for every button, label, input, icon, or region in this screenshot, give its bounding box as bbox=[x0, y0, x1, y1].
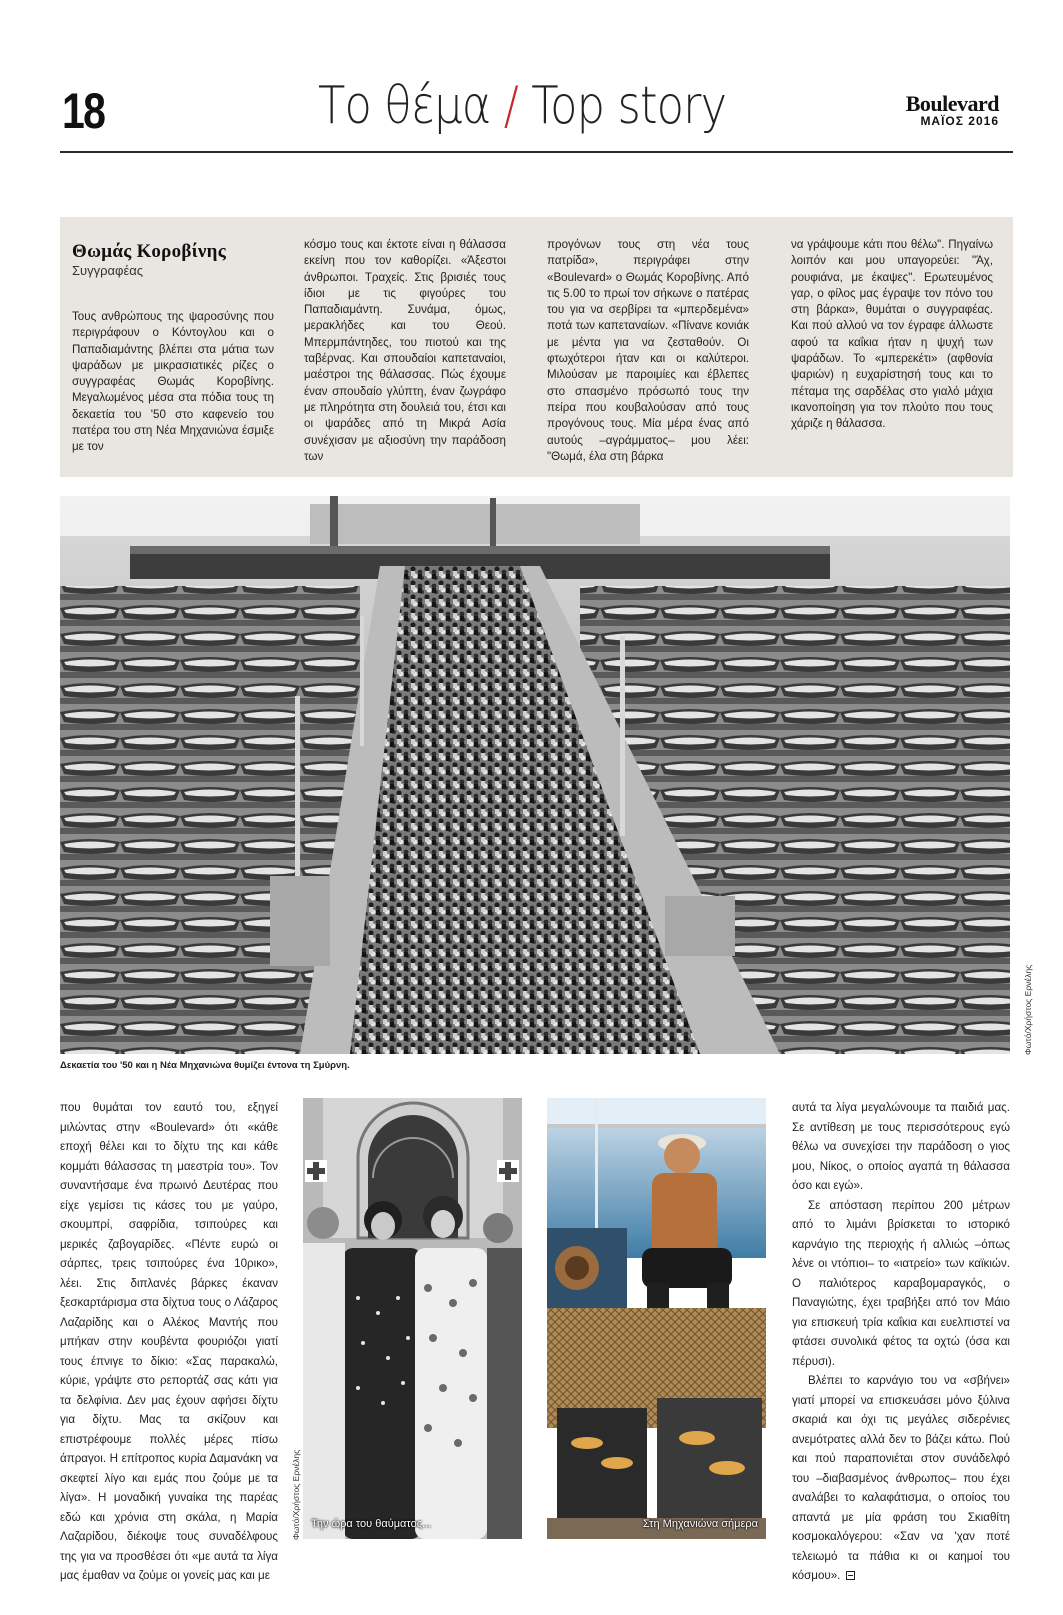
masthead bbox=[905, 91, 999, 128]
brand-logo: Boulevard bbox=[905, 91, 999, 116]
intro-text-1: Τους ανθρώπους της ψαροσύνης που περιγράφουν ο Κόντογλου και ο Παπαδιαμάντης βλέπει στα μάτια των ψαράδων με μικρασιατικές ρίζες ο συγγραφέας Θωμάς Κοροβίνης. Μεγαλωμένος μέσα στα πόδια τους τη δεκαετία του '50 στο καφενείο του πατέρα του στη Νέα Μηχανιώνα έσμιξε με τον bbox=[72, 310, 274, 454]
section-title bbox=[318, 76, 726, 136]
issue-date: ΜΑΪΟΣ 2016 bbox=[920, 114, 999, 128]
main-photo-harbor-crowd bbox=[60, 496, 1010, 1054]
main-photo-credit: Φωτό/Χρήστος Ερνέλης bbox=[1023, 964, 1033, 1055]
intro-box bbox=[60, 217, 1013, 477]
article-end-mark bbox=[846, 1571, 855, 1580]
section-title-greek: Το θέμα bbox=[318, 76, 491, 136]
main-photo-caption: Δεκαετία του '50 και η Νέα Μηχανιώνα θυμίζει έντονα τη Σμύρνη. bbox=[60, 1060, 350, 1071]
photo-women-procession bbox=[303, 1098, 522, 1539]
intro-column-4 bbox=[791, 237, 993, 433]
author-name: Θωμάς Κοροβίνης bbox=[72, 241, 227, 262]
body-text-4-p3 bbox=[792, 1371, 1010, 1586]
section-title-slash: / bbox=[503, 76, 518, 136]
intro-column-1 bbox=[72, 241, 274, 456]
intro-text-3: προγόνων τους στη νέα τους πατρίδα», περιγράφει στην «Boulevard» ο Θωμάς Κοροβίνης. Από τις 5.00 το πρωί τον σήκωνε ο πατέρας του για να σερβίρει τα «μπερδεμένα» ποτά των καπεταναίων. «Πίνανε κονιάκ με μέντα για να ζεσταθούν. Οι φτωχότεροι ήταν και οι καλύτεροι. Μιλούσαν με παροιμίες και έβλεπες στο σπασμένο πρόσωπό τους την πείρα που κουβαλούσαν από τους προγόνους τους. Μία μέρα ένας από αυτούς –αγράμματος– μου λέει: "Θωμά, έλα στη βάρκα bbox=[547, 238, 749, 463]
intro-text-4: να γράψουμε κάτι που θέλω". Πηγαίνω λοιπόν και μου υπαγορεύει: "Άχ, ρουφιάνα, με έκαψες". Ερωτευμένος γαρ, ο φίλος μας έγραψε τον πόνο του στη βάρκα», θυμάται ο συγγραφέας. Και πού αλλού να τον έγραφε άλλωστε αφού τα καΐκια ήταν η ψυχή των ψαράδων. Το «μπερεκέτι» (αφθονία ψαριών) η ευχαρίστησή τους και το πέταμα της σαρδέλας στο γιαλό μάχια ικανοποίηση για τον πλούτο που τους χάριζε η θάλασσα. bbox=[791, 238, 993, 431]
page-number: 18 bbox=[62, 83, 105, 139]
fisherman-photo-caption: Στη Μηχανιώνα σήμερα bbox=[642, 1518, 758, 1530]
body-column-1 bbox=[60, 1098, 278, 1586]
body-text-4-p3-text: Βλέπει το καρνάγιο του να «σβήνει» γιατί μπορεί να επισκευάσει μόνο ξύλινα σκαριά και όχι τις μεγάλες σιδερένιες ανεμότρατες αλλά δεν το βάζει κάτω. Πού και πού παραπονιέται στον συνάδελφό του –διαβασμένος άνθρωπος– που έχει αναλάβει το καλαφάτισμα, ο οποίος του απαντά με μία φράση του Σκιαθίτη κοσμοκαλόγερου: «Σαν να 'χαν ποτέ τελειωμό τα πάθια κι οι καημοί του κόσμου». bbox=[792, 1374, 1010, 1582]
intro-column-3 bbox=[547, 237, 749, 465]
header-rule bbox=[60, 151, 1013, 153]
photo-fisherman-today bbox=[547, 1098, 766, 1539]
body-text-4-p1: αυτά τα λίγα μεγαλώνουμε τα παιδιά μας. Σε αντίθεση με τους περισσότερους εγώ θέλω να συνεχίσει την παράδοση ο γιος μου, Νίκος, ο οποίος αγαπά τη θάλασσα όσο και εγώ». bbox=[792, 1101, 1010, 1192]
section-title-english: Top story bbox=[531, 76, 727, 136]
body-text-4-p2: Σε απόσταση περίπου 200 μέτρων από το λιμάνι βρίσκεται το ιστορικό καρνάγιο της περιοχής ή αλλιώς –όπως λένε οι ντόπιοι– το «ιατρείο» των καϊκιών. Ο παλιότερος καραβομαραγκός, ο Παναγιώτης, έχει τραβήξει από τον Μάιο για επισκευή τρία καΐκια και ευελπιστεί να φτάσει συνολικά φέτος τα οχτώ (όσα και πέρυσι). bbox=[792, 1198, 1010, 1368]
body-text-1: που θυμάται τον εαυτό του, εξηγεί μιλώντας στην «Boulevard» ότι «κάθε εποχή θέλει και το δίχτυ της και κάθε κομμάτι θάλασσας τη μαεστρία του». Τον συναντήσαμε ένα πρωινό Δευτέρας που είχε γεμίσει τις κάσες του με γαύρο, σκουμπρί, σαφρίδια, τσιπούρες και μερικές ζαβογαρίδες. «Πέντε ευρώ οι σάρπες, τρεις τσιπούρες ένα 10ρικο», λέει. Στις διπλανές βάρκες έκαναν ξεσκαρτάρισμα στα δίχτυα τους ο Λάζαρος Λαζαρίδης και ο Αλέκος Μαντής που μπήκαν στην κουβέντα φουριόζοι γιατί τους έπνιγε το δίκιο: «Σας παρακαλώ, κύριε, γράψτε στο ρεπορτάζ σας κάτι για τα δελφίνια. Δεν μας έχουν αφήσει δίχτυ για δίχτυ. Μας τα σκίζουν και επιστρέφουμε πολλές μέρες πίσω άπραγοι. Η επίτροπος κυρία Δαμανάκη να σκεφτεί λίγο και εμάς που ζούμε με τα λίγα». Η μοναδική γυναίκα της παρέας εδώ και χρόνια στη σκάλα, η Μαρία Λαζαρίδου, διέκοψε τους συναδέλφους της για να προσθέσει ότι «με αυτά τα λίγα μας έμαθαν να ζούμε οι γονείς μας και με bbox=[60, 1101, 278, 1582]
intro-column-2 bbox=[304, 237, 506, 465]
women-photo-caption: Την ώρα του θαύματος... bbox=[311, 1518, 432, 1530]
women-photo-credit: Φωτό/Χρήστος Ερνέλης bbox=[291, 1449, 301, 1540]
intro-text-2: κόσμο τους και έκτοτε είναι η θάλασσα εκείνη που τον καθορίζει. «Άξεστοι άνθρωποι. Τραχείς. Στις βρισιές τους ίδιοι με τις φιγούρες του Παπαδιαμάντη. Συνάμα, όμως, μερακλήδες και του Θεού. Μπερμπάντηδες, του πιοτού και της ταβέρνας. Και σπουδαίοι καπεταναίοι, μαέστροι της θάλασσας. Πώς έχουμε έναν σπουδαίο γλύπτη, έναν ζωγράφο με πληρότητα στη δουλειά του, έτσι και οι ψαράδες από τη Μικρά Ασία συνέχισαν με αξιοσύνη την παράδοση των bbox=[304, 238, 506, 463]
body-column-4 bbox=[792, 1098, 1010, 1586]
author-role: Συγγραφέας bbox=[72, 263, 144, 278]
